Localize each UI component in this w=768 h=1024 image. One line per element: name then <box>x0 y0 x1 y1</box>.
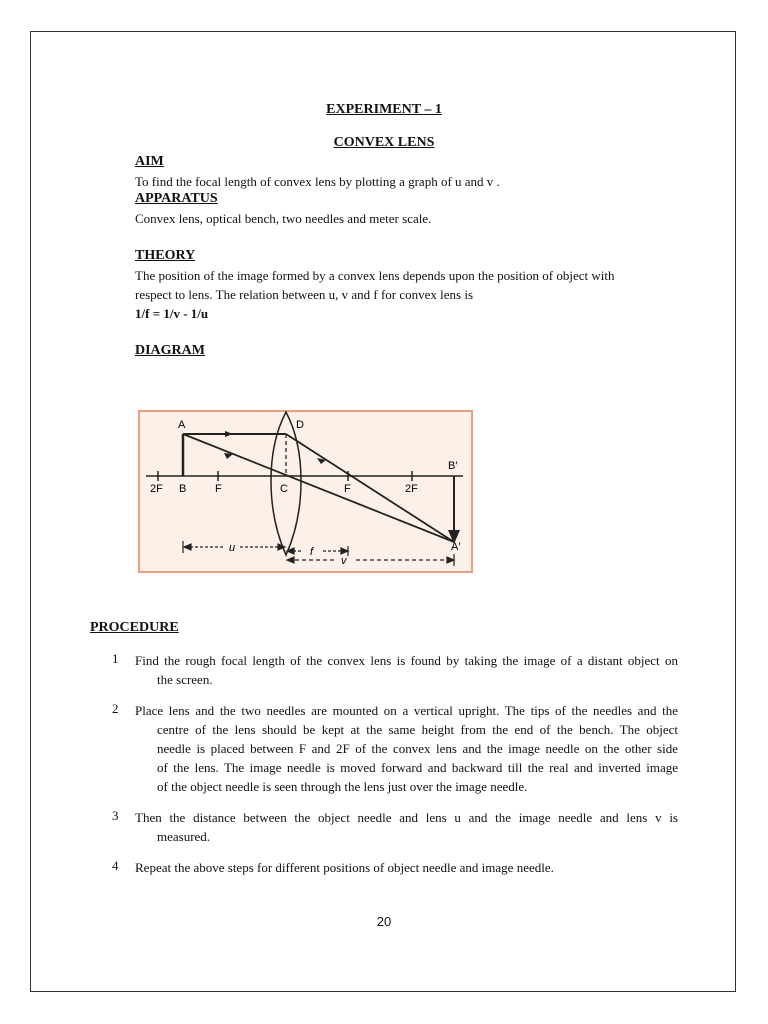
apparatus-text: Convex lens, optical bench, two needles and meter scale. <box>135 211 432 226</box>
label-B-prime: B′ <box>448 460 458 472</box>
procedure-step-1 <box>135 651 678 689</box>
step-line: measured. <box>157 829 211 844</box>
diagram-heading: DIAGRAM <box>135 343 205 358</box>
label-F-left: F <box>215 483 222 495</box>
aim-heading: AIM <box>135 154 164 169</box>
label-v: v <box>341 555 347 567</box>
label-2F-left: 2F <box>150 483 163 495</box>
step-line: Find the rough focal length of the convex lens is found by taking the image of a distant object on <box>135 653 678 668</box>
experiment-subtitle: CONVEX LENS <box>333 135 435 150</box>
label-B: B <box>179 483 187 495</box>
step-number: 4 <box>112 858 119 873</box>
procedure-heading: PROCEDURE <box>90 620 179 635</box>
lens-formula: 1/f = 1/v - 1/u <box>135 306 209 321</box>
step-line: centre of the lens should be kept at the same height from the end of the bench. The object <box>157 722 678 737</box>
theory-heading: THEORY <box>135 248 196 263</box>
label-A-prime: A′ <box>451 541 461 553</box>
step-line: of the lens. The image needle is moved forward and backward till the real and inverted image <box>157 760 678 775</box>
apparatus-heading: APPARATUS <box>135 191 218 206</box>
label-2F-right: 2F <box>405 483 418 495</box>
step-number: 3 <box>112 808 119 823</box>
label-A: A <box>178 419 186 431</box>
step-number: 1 <box>112 651 119 666</box>
aim-text: To find the focal length of convex lens by plotting a graph of u and v . <box>135 174 500 189</box>
theory-line-2: respect to lens. The relation between u, v and f for convex lens is <box>135 287 474 302</box>
step-line: Repeat the above steps for different positions of object needle and image needle. <box>135 860 554 875</box>
step-line: of the object needle is seen through the lens just over the image needle. <box>157 779 528 794</box>
step-line: the screen. <box>157 672 213 687</box>
step-line: needle is placed between F and 2F of the convex lens and the image needle on the other side <box>157 741 678 756</box>
procedure-step-4 <box>135 858 678 877</box>
procedure-step-3 <box>135 808 678 846</box>
procedure-step-2 <box>135 701 678 796</box>
label-u: u <box>229 542 236 554</box>
convex-lens-ray-diagram <box>138 410 473 573</box>
step-number: 2 <box>112 701 119 716</box>
step-line: Then the distance between the object needle and lens u and the image needle and lens v is <box>135 810 678 825</box>
label-C: C <box>280 483 288 495</box>
label-f: f <box>310 546 314 558</box>
label-F-right: F <box>344 483 351 495</box>
label-D: D <box>296 419 304 431</box>
experiment-title: EXPERIMENT – 1 <box>326 102 442 117</box>
page-number: 20 <box>376 914 392 929</box>
step-line: Place lens and the two needles are mounted on a vertical upright. The tips of the needles and the <box>135 703 678 718</box>
theory-line-1: The position of the image formed by a convex lens depends upon the position of object with <box>135 268 615 283</box>
